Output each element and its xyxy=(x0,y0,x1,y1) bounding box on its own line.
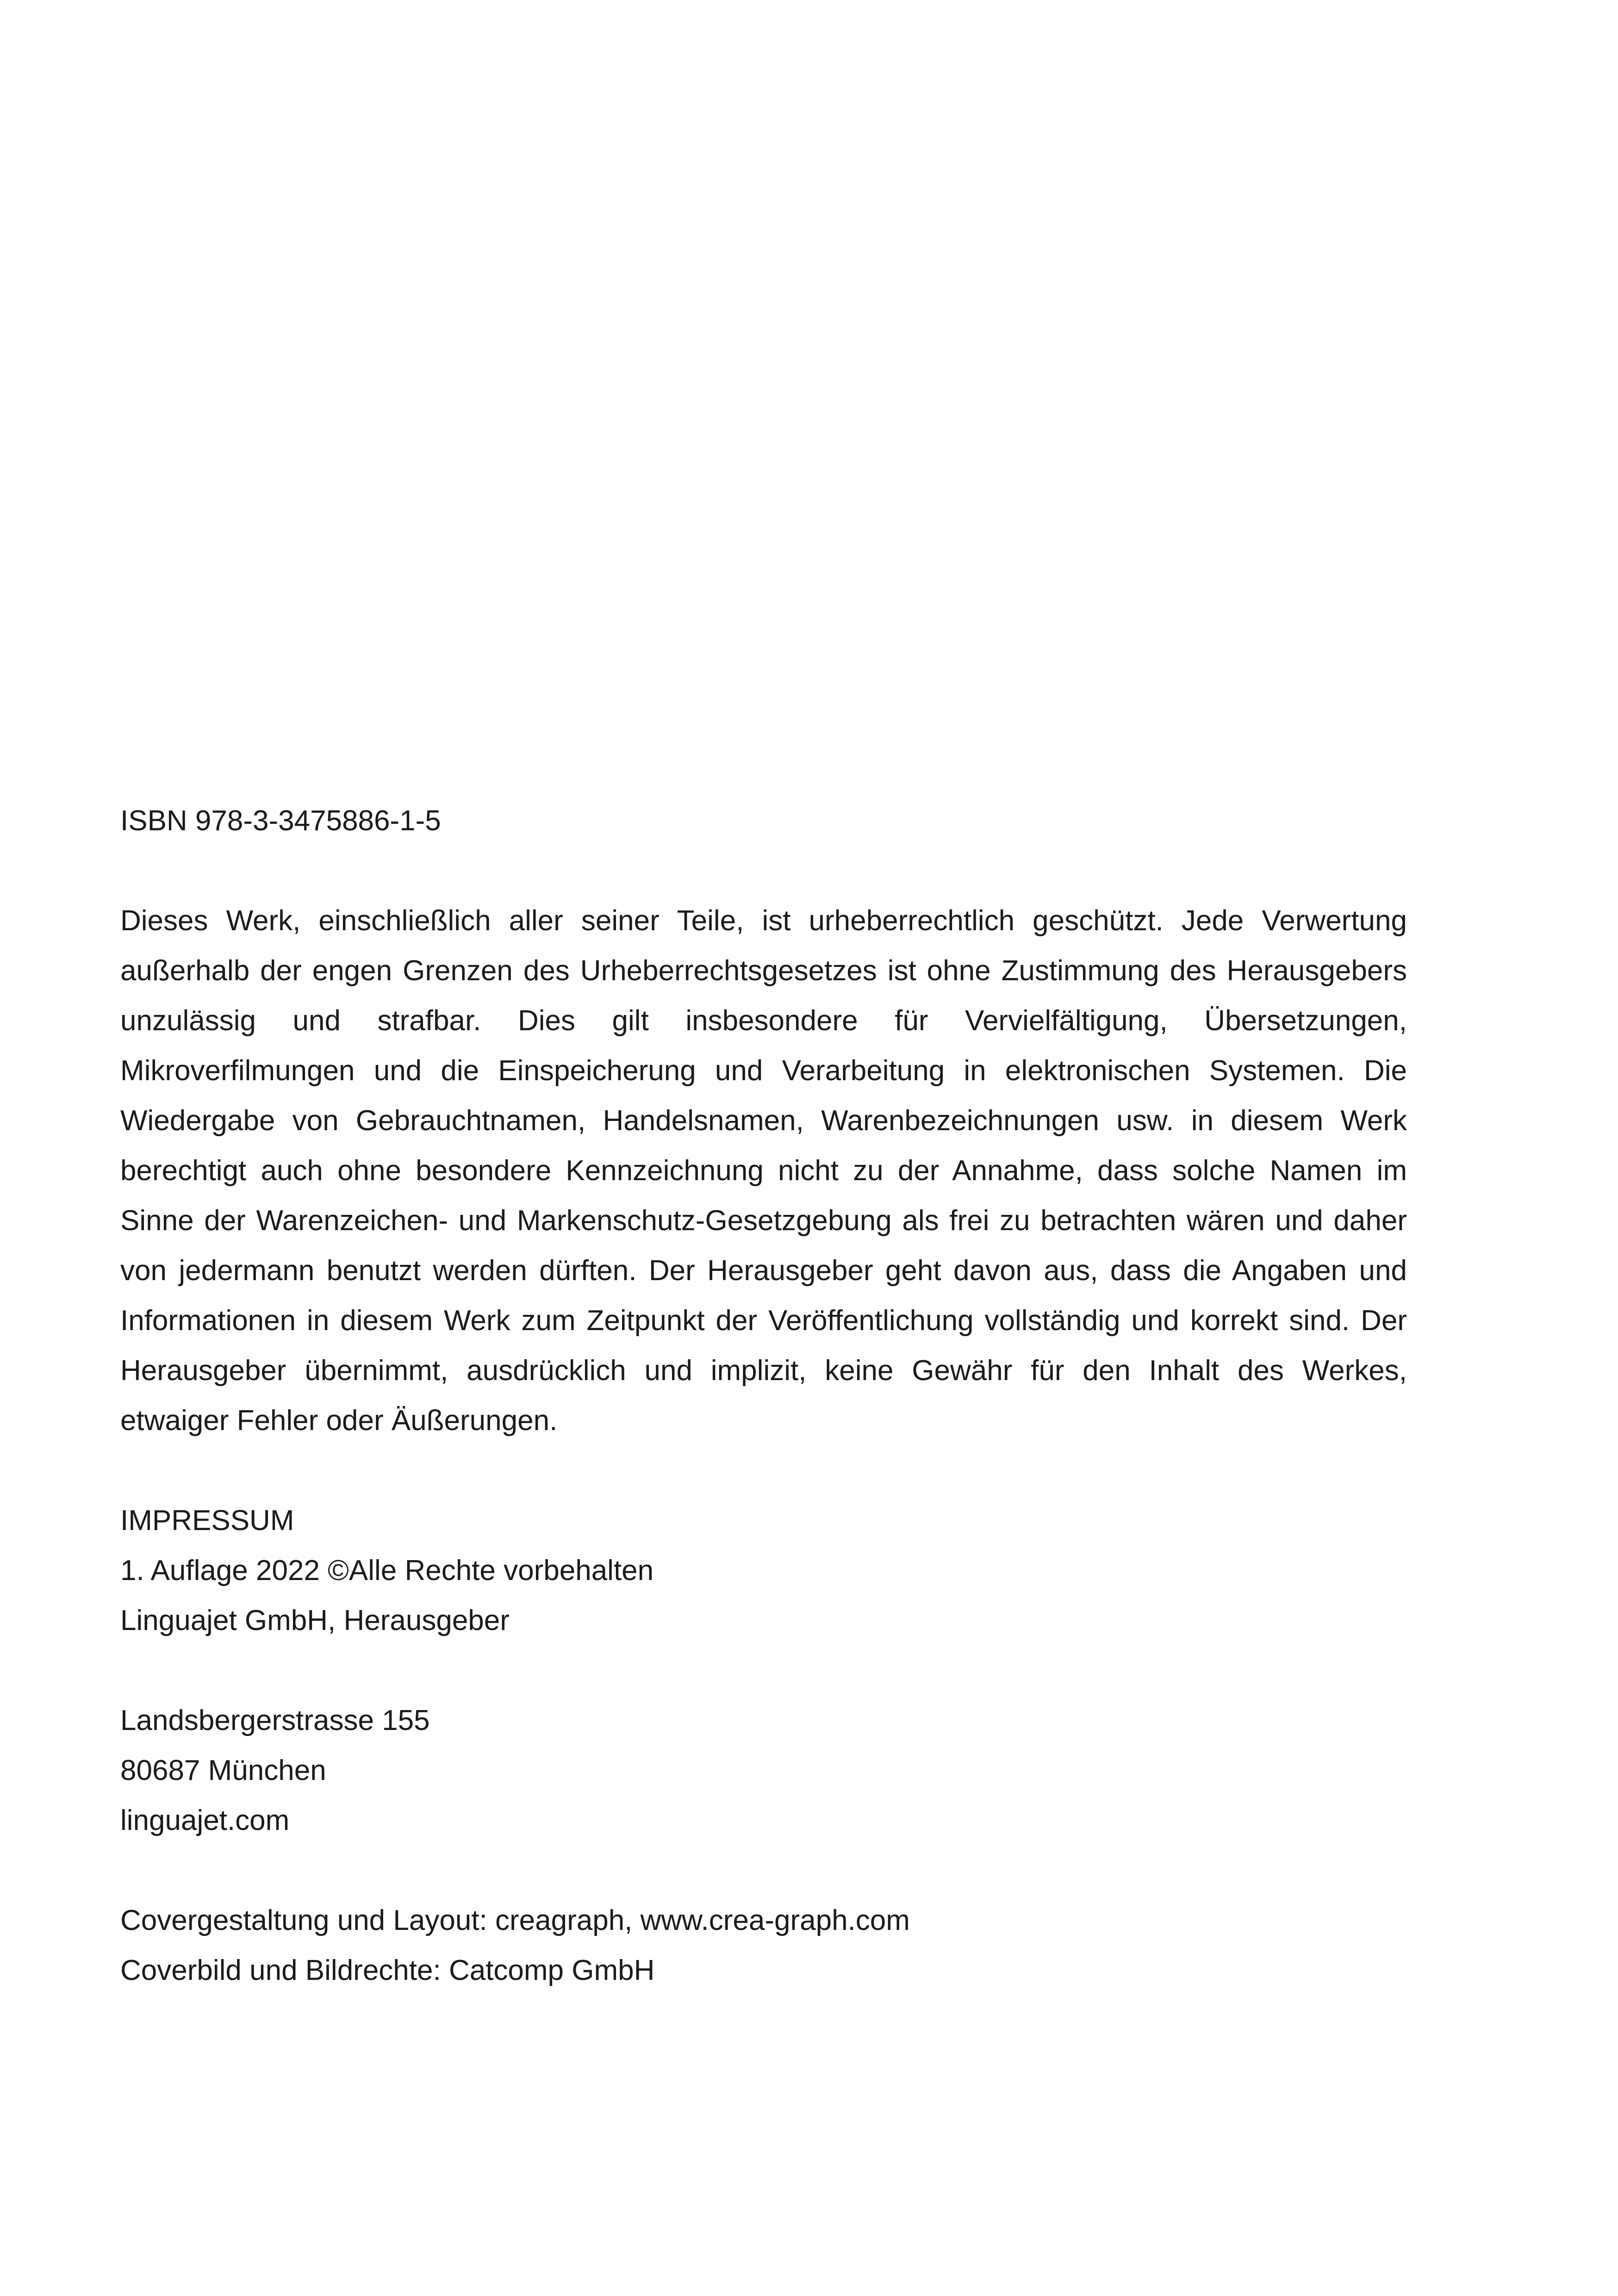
street-line: Landsbergerstrasse 155 xyxy=(120,1705,430,1736)
cover-layout-credit: Covergestaltung und Layout: creagraph, www.crea-graph.com xyxy=(120,1904,910,1936)
edition-line: 1. Auflage 2022 ©Alle Rechte vorbehalten xyxy=(120,1555,654,1587)
impressum-heading: IMPRESSUM xyxy=(120,1505,294,1537)
cover-image-credit: Coverbild und Bildrechte: Catcomp GmbH xyxy=(120,1954,655,1986)
city-line: 80687 München xyxy=(120,1755,326,1786)
impressum-block xyxy=(120,1496,1407,1646)
website-line: linguajet.com xyxy=(120,1804,290,1836)
copyright-notice: Dieses Werk, einschließlich aller seiner Teile, ist urheberrechtlich geschützt. Jede Verwertung außerhalb der engen Grenzen des Urheberrechtsgesetzes ist ohne Zustimmung des Herausgebers unzulässig und strafbar. Dies gilt insbesondere für Vervielfältigung, Übersetzungen, Mikroverfilmungen und die Einspeicherung und Verarbeitung in elektronischen Systemen. Die Wiedergabe von Gebrauchtnamen, Handelsnamen, Warenbezeichnungen usw. in diesem Werk berechtigt auch ohne besondere Kennzeichnung nicht zu der Annahme, dass solche Namen im Sinne der Warenzeichen- und Markenschutz-Gesetzgebung als frei zu betrachten wären und daher von jedermann benutzt werden dürften. Der Herausgeber geht davon aus, dass die Angaben und Informationen in diesem Werk zum Zeitpunkt der Veröffentlichung vollständig und korrekt sind. Der Herausgeber übernimmt, ausdrücklich und implizit, keine Gewähr für den Inhalt des Werkes, etwaiger Fehler oder Äußerungen. xyxy=(120,905,1407,1437)
imprint-content xyxy=(120,796,1407,1996)
credits-block xyxy=(120,1896,1407,1996)
publisher-line: Linguajet GmbH, Herausgeber xyxy=(120,1605,510,1636)
address-block xyxy=(120,1696,1407,1846)
isbn-line: ISBN 978-3-3475886-1-5 xyxy=(120,805,441,837)
